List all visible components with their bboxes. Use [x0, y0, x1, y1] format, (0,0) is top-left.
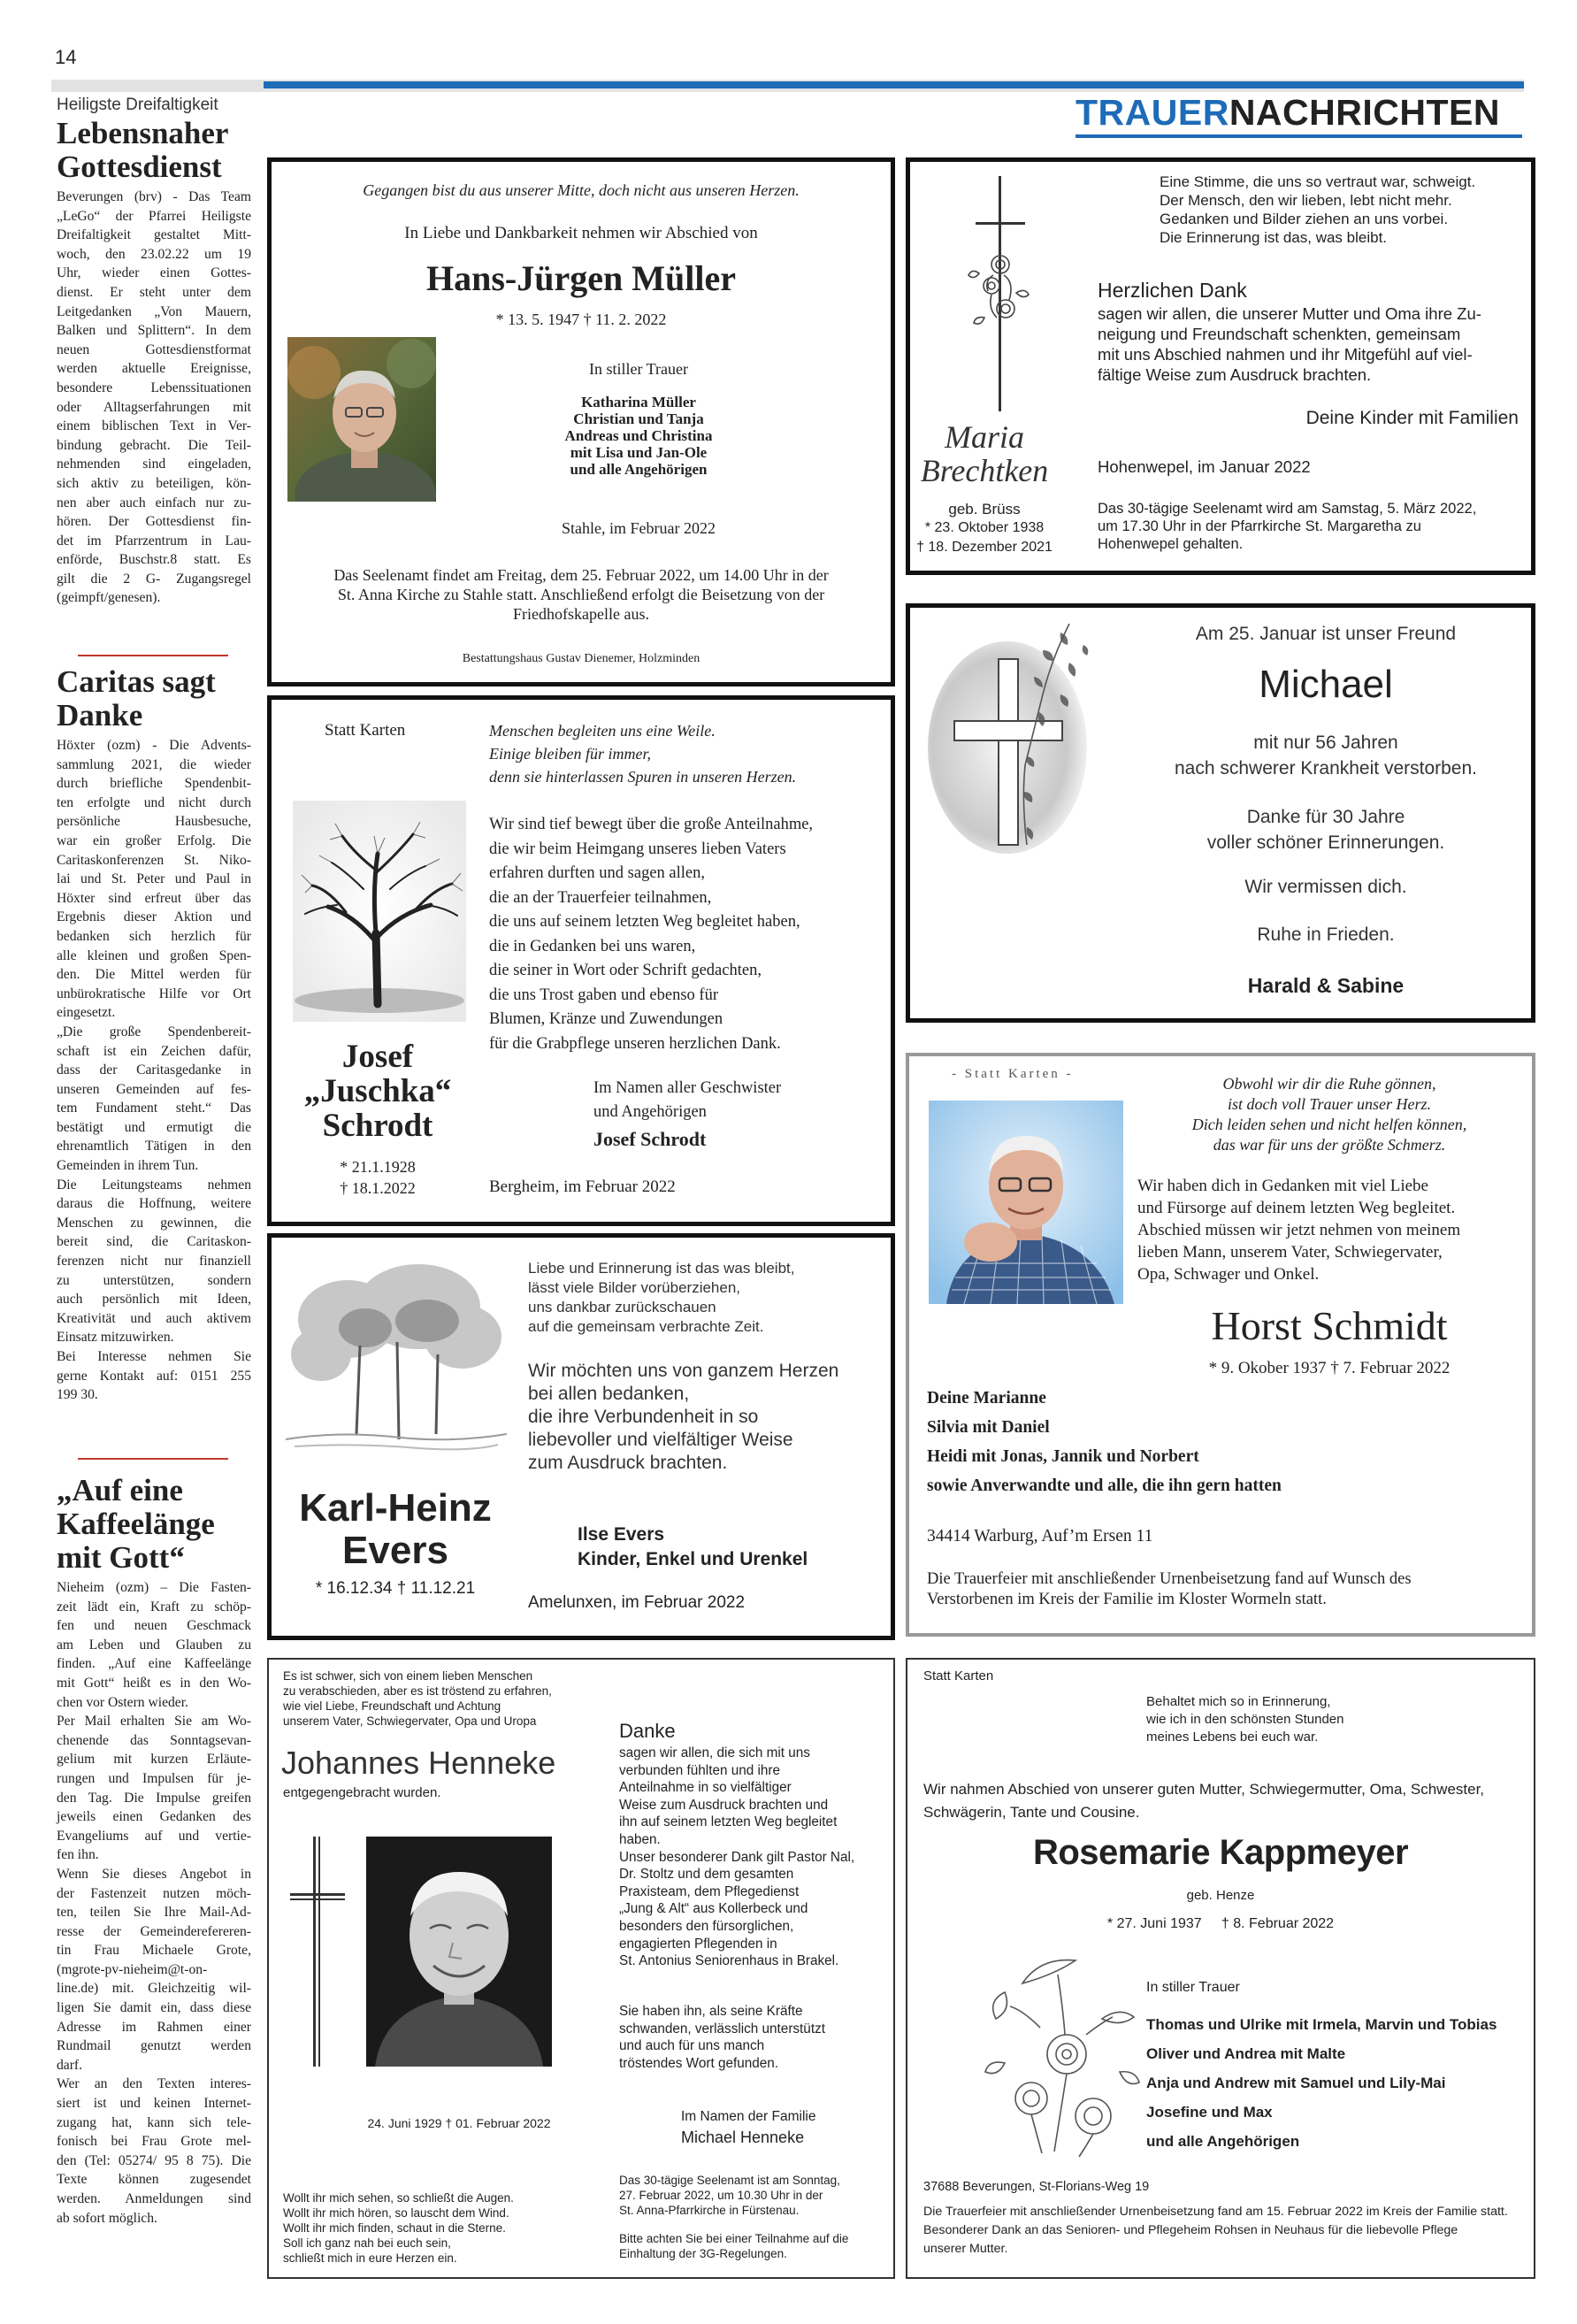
article-line: Nieheim (ozm) – Die Fasten- — [57, 1580, 251, 1595]
article-line: bindung gebracht. Die Teil- — [57, 437, 251, 453]
article-line: chenende das Sonntagsevan- — [57, 1732, 251, 1748]
article-line: Gemeinden in ihrem Tun. — [57, 1158, 199, 1174]
service-notice: Die Trauerfeier mit anschließender Urnenbeisetzung fand am 15. Februar 2022 im Kreis der Familie statt. Besonderer Dank an das Senioren- und Pflegeheim Rohsen in Neuhaus für die liebevolle Pflege unserer Mutter. — [923, 2205, 1508, 2256]
thanks-text: Wir sind tief bewegt über die große Anteilnahme, die wir beim Heimgang unseres lieben Vaters erfahren durften und sagen allen, die an der Trauerfeier teilnahmen, die uns auf seinem letzten Weg begleitet haben, die in Gedanken bei uns waren, die seiner in Wort oder Schrift gedachten, die uns Trost gaben und ebenso für Blumen, Kränze und Zuwendungen für die Grabpflege unseren herzlichen Dank. — [489, 816, 814, 1053]
article-line: hören. Der Gottesdienst fin- — [57, 514, 251, 530]
article-headline: Lebensnaher Gottesdienst — [57, 116, 229, 184]
article-line: eingesetzt. — [57, 1005, 116, 1021]
poem: Obwohl wir dir die Ruhe gönnen, ist doch voll Trauer unser Herz. Dich leiden sehen und nicht helfen können, das war für uns der größte Schmerz. — [1191, 1075, 1467, 1154]
article-line: Evangeliums auf und vertie- — [57, 1828, 251, 1844]
header-rule-blue — [264, 81, 1524, 88]
farewell-text: Wir haben dich in Gedanken mit viel Liebe und Fürsorge auf deinem letzten Weg begleitet. Abschied müssen wir jetzt nehmen von meinem lieben Mann, unserem Vater, Schwiegervater, Opa, Schwager und Onkel. — [1137, 1177, 1461, 1284]
obituary-kappmeyer — [906, 1658, 1535, 2279]
article-line: Wenn Sie dieses Angebot in — [57, 1866, 251, 1882]
signature-intro: Im Namen der Familie — [681, 2109, 816, 2124]
article-line: gelium mit kurzen Erläute- — [57, 1752, 251, 1768]
article-line: unbürokratische Hilfe vor Ort — [57, 986, 251, 1001]
service-notice: Das 30-tägige Seelenamt ist am Sonntag, 27. Februar 2022, um 10.30 Uhr in der St. Anna-Pfarrkirche in Fürstenau. — [619, 2174, 840, 2217]
article-line: rungen und Impulsen für je- — [57, 1770, 251, 1786]
age-text: mit nur 56 Jahren nach schwerer Krankheit verstorben. — [1175, 732, 1477, 779]
article-kicker: Heiligste Dreifaltigkeit — [57, 96, 218, 114]
article-line: line.de) mit. Gleichzeitig wil- — [57, 1981, 251, 1997]
portrait-photo — [287, 337, 436, 502]
article-line: Per Mail erhalten Sie am Wo- — [57, 1714, 251, 1730]
left-column — [57, 96, 251, 608]
after-name: entgegengebracht wurden. — [283, 1785, 441, 1800]
thanks-title: Herzlichen Dank — [1098, 279, 1247, 302]
article-line: Ergebnis dieser Aktion und — [57, 909, 251, 925]
born-name: geb. Brüss — [948, 501, 1021, 518]
poem: Menschen begleiten uns eine Weile. Einige bleiben für immer, denn sie hinterlassen Spuren in unseren Herzen. — [489, 722, 797, 786]
cross-icon — [287, 1837, 348, 2067]
article-line: det im Pfarrzentrum in Lau- — [57, 533, 251, 548]
article-line: lai und St. Peter und Paul in — [57, 871, 251, 887]
poem: Eine Stimme, die uns so vertraut war, schweigt. Der Mensch, den wir lieben, lebt nicht mehr. Gedanken und Bilder ziehen an uns vorbei. Die Erinnerung ist das, was bleibt. — [1160, 173, 1476, 246]
obituary-mueller — [267, 157, 895, 686]
deceased-name: Hans-Jürgen Müller — [426, 258, 736, 298]
statt-karten: Statt Karten — [923, 1668, 994, 1684]
obituary-michael — [906, 603, 1535, 1023]
thanks-text-2: Sie haben ihn, als seine Kräfte schwanden, verlässlich unterstützt und auch für uns manch tröstendes Wort gefunden. — [619, 2004, 825, 2071]
address: 34414 Warburg, Auf’m Ersen 11 — [927, 1527, 1153, 1545]
article-divider — [78, 1458, 228, 1460]
page-number: 14 — [55, 46, 77, 68]
deceased-name: Horst Schmidt — [1211, 1303, 1448, 1348]
article-line: Uhr, wieder einen Gottes- — [57, 265, 251, 281]
article-line: zeit lädt ein, Kraft zu schöp- — [57, 1599, 251, 1615]
thanks-text: sagen wir allen, die unserer Mutter und Oma ihre Zu- neigung und Freundschaft schenkten, gemeinsam mit uns Abschied nahmen und ihr Mitgefühl auf viel- fältige Weise zum Ausdruck brachten. — [1098, 304, 1481, 384]
service-notice: Das 30-tägige Seelenamt wird am Samstag, 5. März 2022, um 17.30 Uhr in der Pfarrkirche St. Margaretha zu Hohenwepel gehalten. — [1098, 501, 1477, 552]
birth-date: * 21.1.1928 — [340, 1158, 416, 1176]
obituary-evers — [267, 1233, 895, 1640]
article-line: ferenzen nicht nur finanziell — [57, 1254, 251, 1269]
left-article-2 — [57, 665, 251, 1405]
article-headline: Caritas sagt Danke — [57, 664, 216, 732]
article-line: finden. „Auf eine Kaffeelänge — [57, 1656, 251, 1672]
family-list: Deine Marianne Silvia mit Daniel Heidi mit Jonas, Jannik und Norbert sowie Anverwandte und alle, die ihn gern hatten — [927, 1389, 1282, 1495]
statt-karten: - Statt Karten - — [952, 1067, 1074, 1081]
article-line: Bei Interesse nehmen Sie — [57, 1349, 251, 1364]
roses-icon — [969, 1921, 1164, 2160]
section-title-part2: NACHRICHTEN — [1229, 92, 1500, 133]
cross-rose-icon — [953, 176, 1050, 415]
article-body — [57, 188, 251, 608]
article-line: Beverungen (brv) - Das Team — [57, 189, 251, 204]
article-line: Caritaskonferenzen St. Niko- — [57, 852, 251, 868]
deceased-name: Johannes Henneke — [281, 1745, 556, 1781]
trees-drawing — [286, 1257, 507, 1469]
article-line: Höxter sind erfreut über das — [57, 890, 251, 906]
article-line: Dreifaltigkeit gestaltet Mitt- — [57, 227, 251, 243]
thanks-text: Danke für 30 Jahre voller schöner Erinnerungen. — [1206, 807, 1445, 853]
intro-text: Es ist schwer, sich von einem lieben Menschen zu verabschieden, aber es ist tröstend zu erfahren, wie viel Liebe, Freundschaft und Achtung unserem Vater, Schwiegervater, Opa und Uropa — [283, 1669, 552, 1728]
signature-name: Josef Schrodt — [593, 1128, 707, 1150]
article-headline: „Auf eine Kaffeelänge mit Gott“ — [57, 1473, 215, 1575]
article-line: einem biblischen Text in Ver- — [57, 418, 251, 434]
article-line: siert ist und keinen Internet- — [57, 2096, 251, 2112]
article-line: auch persönlich mit Ideen, — [57, 1292, 251, 1308]
dates: 24. Juni 1929 † 01. Februar 2022 — [367, 2116, 551, 2130]
deceased-name: Karl-Heinz Evers — [299, 1486, 492, 1572]
portrait-photo — [366, 1837, 552, 2067]
family-list: Ilse Evers Kinder, Enkel und Urenkel — [578, 1524, 808, 1569]
trauer-label: In stiller Trauer — [589, 360, 688, 378]
dates: * 13. 5. 1947 † 11. 2. 2022 — [495, 311, 667, 328]
portrait-photo — [929, 1101, 1123, 1304]
article-line: persönliche Hausbesuche, — [57, 814, 251, 830]
article-line: dass der Caritasgedanke in — [57, 1062, 251, 1078]
death-date: † 18.1.2022 — [340, 1179, 416, 1197]
article-line: „Die große Spendenbereit- — [57, 1024, 251, 1039]
article-line: tem Fundament steht.“ Das — [57, 1101, 251, 1116]
signature-intro: Im Namen aller Geschwister und Angehörigen — [593, 1079, 782, 1121]
intro: Am 25. Januar ist unser Freund — [1195, 624, 1457, 644]
article-line: darf. — [57, 2057, 83, 2073]
article-line: sammlung 2021, die wieder — [57, 756, 251, 772]
article-line: werden. Anmeldungen sind — [57, 2191, 251, 2206]
article-line: gilt die 2 G- Zugangsregel — [57, 571, 251, 587]
born-name: geb. Henze — [1186, 1888, 1255, 1903]
intro: In Liebe und Dankbarkeit nehmen wir Abschied von — [404, 224, 758, 242]
section-title — [1076, 92, 1500, 134]
article-line: unseren Gemeinden auf fes- — [57, 1081, 251, 1097]
article-body — [57, 736, 251, 1405]
article-line: Höxter (ozm) - Die Advents- — [57, 738, 251, 753]
deceased-name: Josef „Juschka“ Schrodt — [303, 1039, 452, 1144]
article-line: woch, den 23.02.22 um 19 — [57, 246, 251, 262]
article-line: werden aktuelle Ereignisse, — [57, 361, 251, 377]
cross-ivy-icon — [928, 624, 1105, 854]
signature-name: Michael Henneke — [681, 2128, 805, 2146]
article-line: den. Die Mittel werden für — [57, 967, 251, 983]
intro: Wir nahmen Abschied von unserer guten Mutter, Schwiegermutter, Oma, Schwester, Schwägerin, Tante und Cousine. — [923, 1781, 1485, 1821]
article-line: bestätigt und ermutigt die — [57, 1119, 251, 1135]
place-date: Amelunxen, im Februar 2022 — [528, 1593, 746, 1612]
header-underline — [1076, 134, 1522, 138]
place-date: Stahle, im Februar 2022 — [562, 519, 716, 537]
article-line: besondere Lebenssituationen — [57, 380, 251, 395]
poem: Behaltet mich so in Erinnerung, wie ich in den schönsten Stunden meines Lebens bei euch war. — [1146, 1694, 1344, 1745]
service-notice: Die Trauerfeier mit anschließender Urnenbeisetzung fand auf Wunsch des Verstorbenen im Kreis der Familie im Kloster Wormeln statt. — [927, 1570, 1412, 1608]
undertaker: Bestattungshaus Gustav Dienemer, Holzminden — [462, 652, 700, 665]
article-line: fen und neuen Geschmack — [57, 1618, 251, 1634]
left-article-3 — [57, 1474, 251, 2228]
article-line: tin Frau Michaele Grote, — [57, 1943, 251, 1959]
tree-icon — [293, 801, 466, 1022]
dates: * 27. Juni 1937 † 8. Februar 2022 — [1106, 1916, 1335, 1931]
article-line: neuen Gottesdienstformat — [57, 341, 251, 357]
article-line: resse der Gemeinderefereren- — [57, 1923, 251, 1939]
article-line: nen aber auch einfach nur zu- — [57, 495, 251, 510]
dates: * 9. Okober 1937 † 7. Februar 2022 — [1208, 1359, 1451, 1377]
article-body — [57, 1578, 251, 2228]
article-line: Leitgedanken „Von Mauern, — [57, 303, 251, 319]
article-line: mit Gott“ heißt es in den Wo- — [57, 1675, 251, 1691]
deceased-name: Maria Brechtken — [920, 419, 1049, 488]
article-line: Texte können zugesendet — [57, 2172, 251, 2188]
article-line: (mgrote-pv-nieheim@t-on- — [57, 1961, 208, 1977]
obituary-brechtken — [906, 157, 1535, 575]
article-line: bedanken sich herzlich für — [57, 928, 251, 944]
article-line: Kreativität und auch aktivem — [57, 1310, 251, 1326]
obituary-henneke — [267, 1658, 895, 2279]
article-line: den (Tel: 05274/ 95 8 75). Die — [57, 2152, 251, 2168]
article-line: Adresse im Rahmen einer — [57, 2019, 251, 2035]
article-line: Menschen zu gewinnen, die — [57, 1215, 251, 1231]
article-line: dienst. Er steht unter dem — [57, 284, 251, 300]
poem: Liebe und Erinnerung ist das was bleibt, lässt viele Bilder vorüberziehen, uns dankbar zurückschauen auf die gemeinsam verbrachte Zeit. — [528, 1260, 795, 1335]
article-line: sich aktiv zu beteiligen, kön- — [57, 475, 251, 491]
dates: * 16.12.34 † 11.12.21 — [315, 1579, 476, 1598]
article-line: war ein großer Erfolg. Die — [57, 832, 251, 848]
thanks-title: Danke — [619, 1720, 676, 1742]
article-divider — [78, 655, 228, 656]
address: 37688 Beverungen, St-Florians-Weg 19 — [923, 2180, 1150, 2194]
place-date: Bergheim, im Februar 2022 — [489, 1177, 676, 1196]
statt-karten: Statt Karten — [325, 721, 406, 740]
article-line: Wer an den Texten interes- — [57, 2076, 251, 2092]
article-line: durch briefliche Spendenbit- — [57, 776, 251, 792]
thanks-text: sagen wir allen, die sich mit uns verbunden fühlten und ihre Anteilnahme in so vielfältiger Weise zum Ausdruck brachten und ihn auf seinem letzten Weg begleitet haben. Unser besonderer Dank gilt Pastor Nal, Dr. Stoltz und dem gesamten Praxisteam, dem Pflegedienst „Jung & Alt“ aus Kollerbeck und besonders den fürsorglichen, engagierten Pflegenden in St. Antonius Seniorenhaus in Brakel. — [619, 1745, 855, 1969]
family-list: Thomas und Ulrike mit Irmela, Marvin und Tobias Oliver und Andrea mit Malte Anja und Andrew mit Samuel und Lily-Mai Josefine und Max und alle Angehörigen — [1146, 2016, 1497, 2150]
obituary-schmidt — [906, 1053, 1535, 1637]
poem: Wollt ihr mich sehen, so schließt die Augen. Wollt ihr mich hören, so lauscht dem Wind. Wollt ihr mich finden, schaut in die Sterne. Soll ich ganz nah bei euch sein, schließt mich in eure Herzen ein. — [283, 2191, 514, 2265]
deceased-name: Michael — [1259, 663, 1393, 706]
article-line: Einsatz mitzuwirken. — [57, 1330, 174, 1346]
article-line: den Tag. Die Impulse greifen — [57, 1790, 251, 1806]
article-line: schaft ist ein Zeichen dafür, — [57, 1043, 251, 1059]
article-line: zu unterstützen, sondern — [57, 1272, 251, 1288]
article-line: oder Alltagserfahrungen mit — [57, 399, 251, 415]
rip-text: Ruhe in Frieden. — [1257, 924, 1395, 945]
birth-date: * 23. Oktober 1938 — [924, 520, 1045, 535]
motto: Gegangen bist du aus unserer Mitte, doch nicht aus unseren Herzen. — [363, 181, 800, 199]
article-line: „LeGo“ der Pfarrei Heiligste — [57, 208, 251, 224]
article-line: zugang hat, kann sich tele- — [57, 2114, 251, 2130]
article-line: ten, teilen Sie Ihre Mail-Ad- — [57, 1905, 251, 1921]
service-notice: Das Seelenamt findet am Freitag, dem 25. Februar 2022, um 14.00 Uhr in der St. Anna Kirche zu Stahle statt. Anschließend erfolgt die Beisetzung von der Friedhofskapelle aus. — [333, 566, 829, 623]
covid-note: Bitte achten Sie bei einer Teilnahme auf die Einhaltung der 3G-Regelungen. — [619, 2232, 849, 2260]
article-line: am Leben und Glauben zu — [57, 1637, 251, 1653]
death-date: † 18. Dezember 2021 — [916, 540, 1053, 555]
article-line: nehmenden sind eingeladen, — [57, 456, 251, 472]
article-line: Rundmail genutzt werden — [57, 2038, 251, 2054]
article-line: gerne Kontakt auf: 0151 255 — [57, 1368, 251, 1384]
obituary-schrodt — [267, 695, 895, 1226]
signed-by: Harald & Sabine — [1247, 974, 1405, 997]
article-line: Die Leitungsteams nehmen — [57, 1177, 251, 1193]
article-line: daraus die Hoffnung, weitere — [57, 1196, 251, 1212]
miss-text: Wir vermissen dich. — [1244, 877, 1407, 897]
article-line: der Fastenzeit nutzen möch- — [57, 1885, 251, 1901]
article-line: enförde, Buschstr.8 statt. Es — [57, 552, 251, 568]
thanks-text: Wir möchten uns von ganzem Herzen bei allen bedanken, die ihre Verbundenheit in so liebevoller und vielfältiger Weise zum Ausdruck brachten. — [528, 1361, 839, 1473]
article-line: fen ihn. — [57, 1847, 99, 1863]
article-line: ten erfolgte und nicht durch — [57, 794, 251, 810]
article-line: fonisch bei Frau Grote mel- — [57, 2134, 251, 2150]
article-line: ligen Sie damit ein, dass diese — [57, 2000, 251, 2016]
signed-by: Deine Kinder mit Familien — [1305, 408, 1519, 428]
article-line: jeweils einen Gedanken des — [57, 1809, 251, 1825]
article-line: Balken und Splittern“. In dem — [57, 323, 251, 339]
place-date: Hohenwepel, im Januar 2022 — [1098, 457, 1311, 476]
article-line: 199 30. — [57, 1387, 98, 1403]
trauer-label: In stiller Trauer — [1146, 1980, 1240, 1995]
article-line: (geimpft/genesen). — [57, 590, 161, 606]
article-line: alle kleinen und großen Spen- — [57, 947, 251, 963]
article-line: bereit sind, die Caritaskon- — [57, 1234, 251, 1250]
article-line: chen vor Ostern wieder. — [57, 1694, 188, 1710]
family-list: Katharina Müller Christian und Tanja Andreas und Christina mit Lisa und Jan-Ole und alle Angehörigen — [564, 394, 713, 478]
section-title-part1: TRAUER — [1076, 92, 1229, 133]
article-line: ehrenamtlich Tätigen in den — [57, 1139, 251, 1154]
deceased-name: Rosemarie Kappmeyer — [1032, 1833, 1409, 1872]
article-line: ab sofort möglich. — [57, 2210, 157, 2226]
